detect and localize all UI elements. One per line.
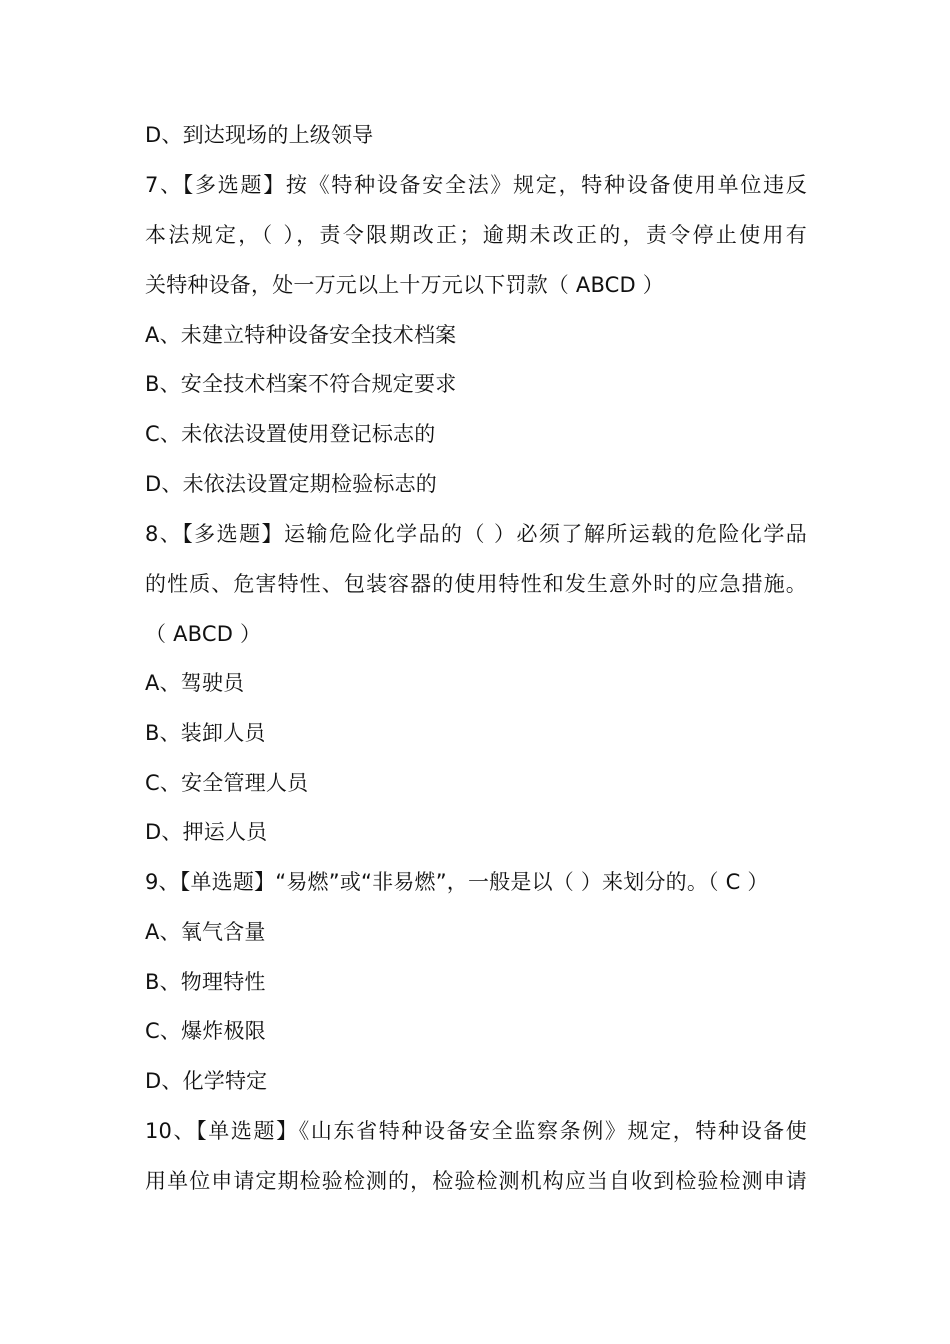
q9-option-c: C、爆炸极限: [145, 1019, 266, 1043]
q10-stem-line-1: 10、【单选题】《山东省特种设备安全监察条例》规定，特种设备使: [145, 1119, 807, 1143]
q7-stem-line-3: 关特种设备，处一万元以上十万元以下罚款（ ABCD ）: [145, 273, 664, 297]
q8-option-d: D、押运人员: [145, 820, 268, 844]
q8-option-a: A、驾驶员: [145, 671, 245, 695]
q8-stem-line-1: 8、【多选题】运输危险化学品的（ ）必须了解所运载的危险化学品: [145, 522, 807, 546]
q9-option-b: B、物理特性: [145, 970, 266, 994]
q10-stem-line-2: 用单位申请定期检验检测的，检验检测机构应当自收到检验检测申请: [145, 1169, 807, 1193]
q9-stem: 9、【单选题】“易燃”或“非易燃”，一般是以（ ）来划分的。（ C ）: [145, 870, 769, 894]
q7-option-c: C、未依法设置使用登记标志的: [145, 422, 436, 446]
q8-answer: （ ABCD ）: [145, 622, 262, 646]
q8-option-c: C、安全管理人员: [145, 771, 309, 795]
q9-option-a: A、氧气含量: [145, 920, 266, 944]
q8-option-b: B、装卸人员: [145, 721, 266, 745]
q7-stem-line-1: 7、【多选题】按《特种设备安全法》规定，特种设备使用单位违反: [145, 173, 807, 197]
q7-option-d: D、未依法设置定期检验标志的: [145, 472, 437, 496]
q8-stem-line-2: 的性质、危害特性、包装容器的使用特性和发生意外时的应急措施。: [145, 572, 807, 596]
q9-option-d: D、化学特定: [145, 1069, 268, 1093]
q7-option-b: B、安全技术档案不符合规定要求: [145, 372, 457, 396]
q6-option-d: D、到达现场的上级领导: [145, 123, 374, 147]
q7-stem-line-2: 本法规定，（ ），责令限期改正；逾期未改正的，责令停止使用有: [145, 223, 807, 247]
q7-option-a: A、未建立特种设备安全技术档案: [145, 323, 457, 347]
